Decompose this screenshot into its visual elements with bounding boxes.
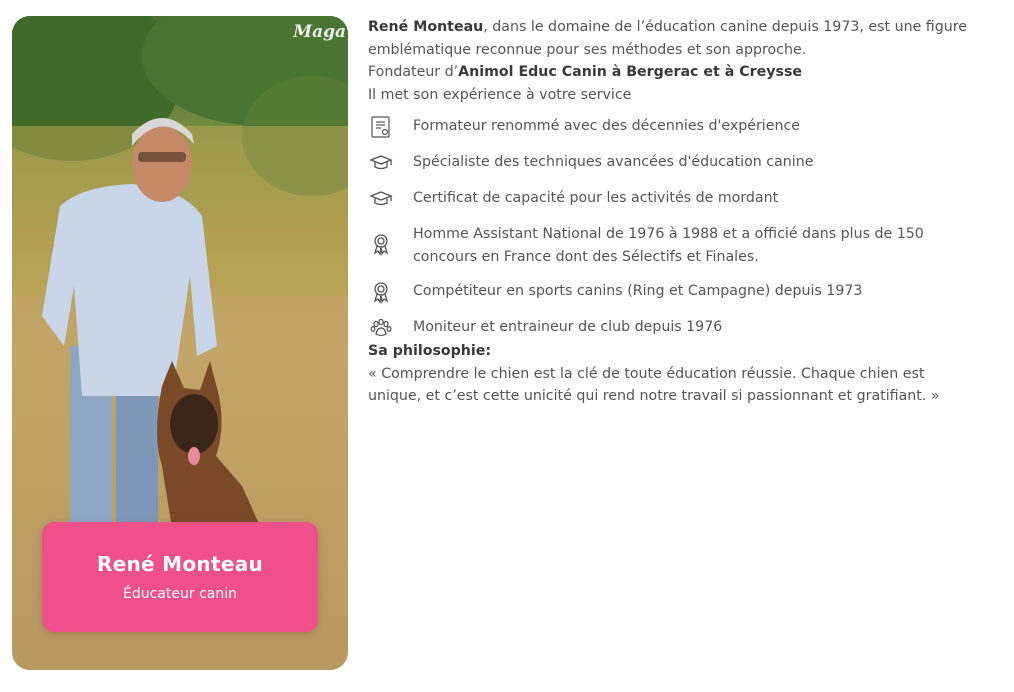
- feature-text-line-1: Homme Assistant National de 1976 à 1988 et a officié dans plus de 150: [413, 226, 924, 242]
- profile-photo: [12, 16, 348, 670]
- intro-line-3: [368, 61, 998, 84]
- name-card: [42, 522, 318, 632]
- philosophy-title: Sa philosophie:: [368, 343, 492, 359]
- list-item: [368, 280, 998, 304]
- feature-text: Certificat de capacité pour les activités de mordant: [413, 190, 779, 206]
- feature-text: Moniteur et entraineur de club depuis 1976: [413, 319, 723, 335]
- photo-watermark: Maga: [293, 22, 346, 42]
- company-name: Animol Educ Canin à Bergerac et à Creysse: [458, 64, 803, 80]
- intro-line-1-text: , dans le domaine de l’éducation canine depuis 1973, est une figure: [483, 19, 967, 35]
- feature-text: Spécialiste des techniques avancées d'éducation canine: [413, 154, 814, 170]
- feature-text: [413, 223, 924, 268]
- list-item: [368, 151, 998, 175]
- profile-role: Éducateur canin: [123, 586, 237, 602]
- profile-name: René Monteau: [96, 552, 264, 576]
- intro-line-2: emblématique reconnue pour ses méthodes et son approche.: [368, 41, 807, 58]
- intro-line-1: [368, 16, 998, 39]
- award-icon: [368, 232, 394, 256]
- list-item: [368, 316, 998, 340]
- feature-text-line-2: concours en France dont des Sélectifs et Finales.: [413, 248, 759, 265]
- feature-text: Compétiteur en sports canins (Ring et Campagne) depuis 1973: [413, 283, 863, 299]
- intro-line-3-prefix: Fondateur d’: [368, 64, 459, 80]
- graduation-cap-icon: [368, 151, 394, 175]
- certificate-icon: [368, 115, 394, 139]
- features-list: [368, 115, 998, 340]
- intro-name: René Monteau: [368, 19, 484, 35]
- intro: [368, 16, 998, 106]
- philosophy-line-1: « Comprendre le chien est la clé de toute éducation réussie. Chaque chien est: [368, 365, 925, 382]
- feature-text: Formateur renommé avec des décennies d'expérience: [413, 118, 800, 134]
- list-item: [368, 115, 998, 139]
- philosophy-quote: [368, 363, 968, 408]
- bio-content: [368, 16, 998, 408]
- philosophy-line-2: unique, et c’est cette unicité qui rend notre travail si passionnant et gratifiant. »: [368, 388, 940, 404]
- graduation-cap-icon: [368, 187, 394, 211]
- award-icon: [368, 280, 394, 304]
- intro-line-4: Il met son expérience à votre service: [368, 86, 632, 103]
- list-item: [368, 223, 998, 268]
- paw-icon: [368, 316, 394, 340]
- list-item: [368, 187, 998, 211]
